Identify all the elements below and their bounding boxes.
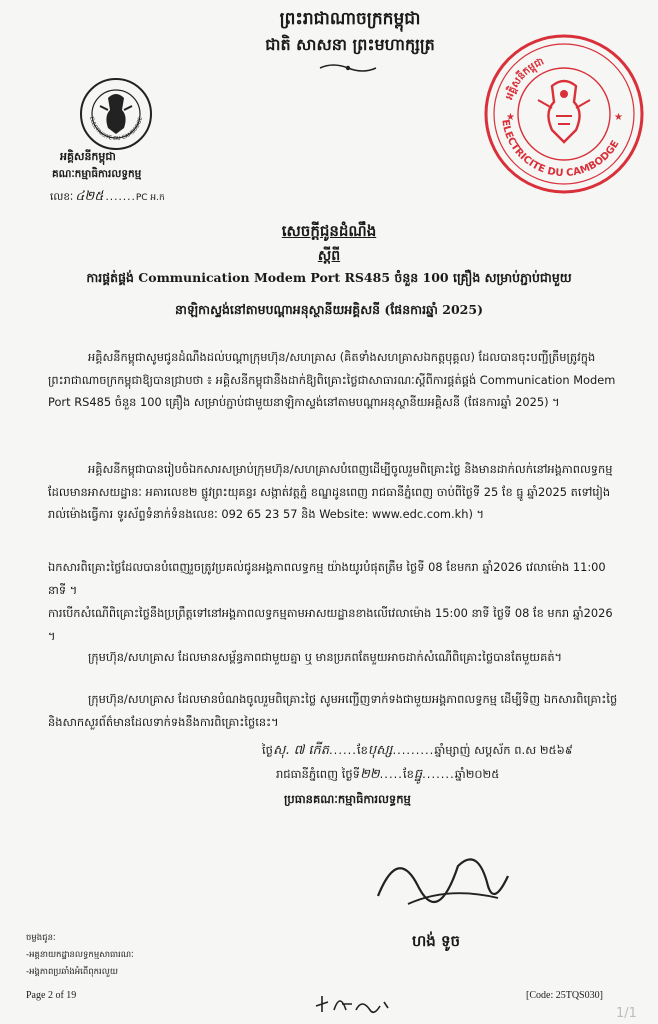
ref-number: ៤២៥ [75, 189, 104, 204]
logo-text: ELECTRICITE DU CAMBODGE [88, 116, 144, 143]
document-code: [Code: 25TQS030] [526, 990, 603, 1001]
svg-text:★: ★ [614, 112, 623, 123]
svg-text:ELECTRICITE DU CAMBODGE [499, 119, 621, 179]
notice-subject-line1: ការផ្គត់ផ្គង់ Communication Modem Port RS485 ចំនួន 100 គ្រឿង សម្រាប់ភ្ជាប់ជាមួយ [86, 270, 572, 285]
initials-mark [312, 988, 392, 1016]
notice-subject-line2: នាឡិកាស្ទង់នៅតាមបណ្តាអនុស្ថានីយអគ្គិសនី (ផែនការឆ្នាំ 2025) [174, 302, 483, 317]
cc-item: -អង្គភាពប្រឆាំងអំពើពុករលួយ [26, 967, 118, 977]
solar-date-line: រាជធានីភ្នំពេញ ថ្ងៃទី២២.....ខែធ្នូ.......ឆ្នាំ២០២៥ [276, 767, 500, 782]
solar-year: ឆ្នាំ២០២៥ [454, 767, 500, 781]
body-paragraph-1: អគ្គិសនីកម្ពុជាសូមជូនដំណឹងដល់បណ្តាក្រុមហ៊ុន/សហគ្រាស (គិតទាំងសហគ្រាសឯកត្តបុគ្គល) ដែលបានចុះបញ្ជីត្រឹមត្រូវក្នុងព្រះរាជាណាចក្រកម្ពុជាឱ្យបានជ្រាបថា ៖ អគ្គិសនីកម្ពុជានឹងដាក់ឱ្យពិគ្រោះថ្លៃជាសាធារណៈស្តីពីការផ្គត់ផ្គង់ Communication Modem Port RS485 ចំនួន 100 គ្រឿង សម្រាប់ភ្ជាប់ជាមួយនាឡិកាស្ទង់នៅតាមបណ្តាអនុស្ថានីយអគ្គិសនី (ផែនការឆ្នាំ 2025) ។ [48, 350, 616, 409]
reference-number: លេខៈ ៤២៥ .......PC អ.ក [50, 189, 165, 204]
body-paragraph-5: ក្រុមហ៊ុន/សហគ្រាស ដែលមានសម្ព័ន្ធភាពជាមួយគ្នា ឬ មានប្រភពតែមួយអាចដាក់សំណើពិគ្រោះថ្លៃបានតែមួយគត់។ [88, 650, 563, 664]
lunar-day: សុ. ៧ កើត [272, 743, 330, 758]
body-paragraph-4: ការបើកសំណើពិគ្រោះថ្លៃនឹងប្រព្រឹត្តទៅនៅអង្គភាពលទ្ធកម្មតាមអាសយដ្ឋានខាងលើវេលាម៉ោង 15:00 នាទី ថ្ងៃទី 08 ខែ មករា ឆ្នាំ2026 ។ [48, 606, 613, 643]
kingdom-heading: ព្រះរាជាណាចក្រកម្ពុជា [279, 9, 421, 29]
solar-month: ធ្នូ [413, 767, 423, 782]
page-indicator: 1/1 [616, 1006, 637, 1021]
lunar-month: បុស្ស [367, 743, 393, 758]
body-paragraph-6: ក្រុមហ៊ុន/សហគ្រាស ដែលមានបំណងចូលរួមពិគ្រោះថ្លៃ សូមអញ្ជើញទាក់ទងជាមួយអង្គភាពលទ្ធកម្ម ដើម្បីទិញ ឯកសារពិគ្រោះថ្លៃ និងសាកសួរព័ត៌មានដែលទាក់ទងនឹងការពិគ្រោះថ្លៃនេះ។ [48, 692, 618, 729]
cc-list [26, 930, 134, 981]
body-paragraph-2: អគ្គិសនីកម្ពុជាបានរៀបចំឯកសារសម្រាប់ក្រុមហ៊ុន/សហគ្រាសបំពេញដើម្បីចូលរួមពិគ្រោះថ្លៃ និងមានដាក់លក់នៅអង្គភាពលទ្ធកម្ម ដែលមានអាសយដ្ឋានៈ អគារលេខ២ ផ្លូវព្រះយុគន្ធរ សង្កាត់វត្តភ្នំ ខណ្ឌដូនពេញ រាជធានីភ្នំពេញ ចាប់ពីថ្ងៃទី 25 ខែ ធ្នូ ឆ្នាំ2025 តទៅរៀងរាល់ម៉ោងធ្វើការ ទូរស័ព្ទទំនាក់ទំនងលេខៈ 092 65 23 57 និង Website: www.edc.com.kh) ។ [48, 462, 613, 521]
ornament-divider [318, 62, 378, 74]
committee-name: គណៈកម្មាធិការលទ្ធកម្ម [52, 168, 142, 180]
lunar-year: ឆ្នាំម្សាញ់ សប្តស័ក ព.ស ២៥៦៩ [434, 743, 573, 757]
ref-label: លេខៈ [50, 191, 74, 203]
ref-suffix: PC អ.ក [135, 193, 165, 203]
svg-text:អគ្គិសនីកម្ពុជា [504, 56, 546, 102]
official-seal [480, 30, 648, 198]
edc-logo [78, 76, 154, 152]
seal-top-text: អគ្គិសនីកម្ពុជា [504, 56, 546, 102]
lunar-date-line: ថ្ងៃសុ. ៧ កើត......ខែបុស្ស.........ឆ្នាំម្សាញ់ សប្តស័ក ព.ស ២៥៦៩ [262, 743, 573, 758]
org-name: អគ្គិសនីកម្ពុជា [60, 150, 116, 163]
signer-name: ហង់ ទូច [412, 932, 461, 950]
svg-text:★: ★ [506, 112, 515, 123]
notice-title: សេចក្តីជូនដំណឹង [281, 222, 377, 240]
notice-subject-label: ស្តីពី [317, 248, 341, 264]
seal-outer-text: ELECTRICITE DU CAMBODGE [499, 118, 622, 180]
signer-title: ប្រធានគណៈកម្មាធិការលទ្ធកម្ម [284, 792, 411, 806]
motto-heading: ជាតិ សាសនា ព្រះមហាក្សត្រ [265, 35, 435, 54]
body-paragraph-3: ឯកសារពិគ្រោះថ្លៃដែលបានបំពេញរួចត្រូវប្រគល់ជូនអង្គភាពលទ្ធកម្ម យ៉ាងយូរបំផុតត្រឹម ថ្ងៃទី 08 ខែមករា ឆ្នាំ2026 វេលាម៉ោង 11:00 នាទី ។ [48, 560, 606, 597]
solar-day: ២២ [359, 767, 380, 782]
page-number: Page 2 of 19 [26, 990, 77, 1001]
cc-label: ចម្លងជូនៈ [26, 933, 56, 943]
handwritten-signature [368, 826, 518, 916]
cc-item: -អគ្គនាយកដ្ឋានលទ្ធកម្មសាធារណៈ [26, 950, 134, 960]
